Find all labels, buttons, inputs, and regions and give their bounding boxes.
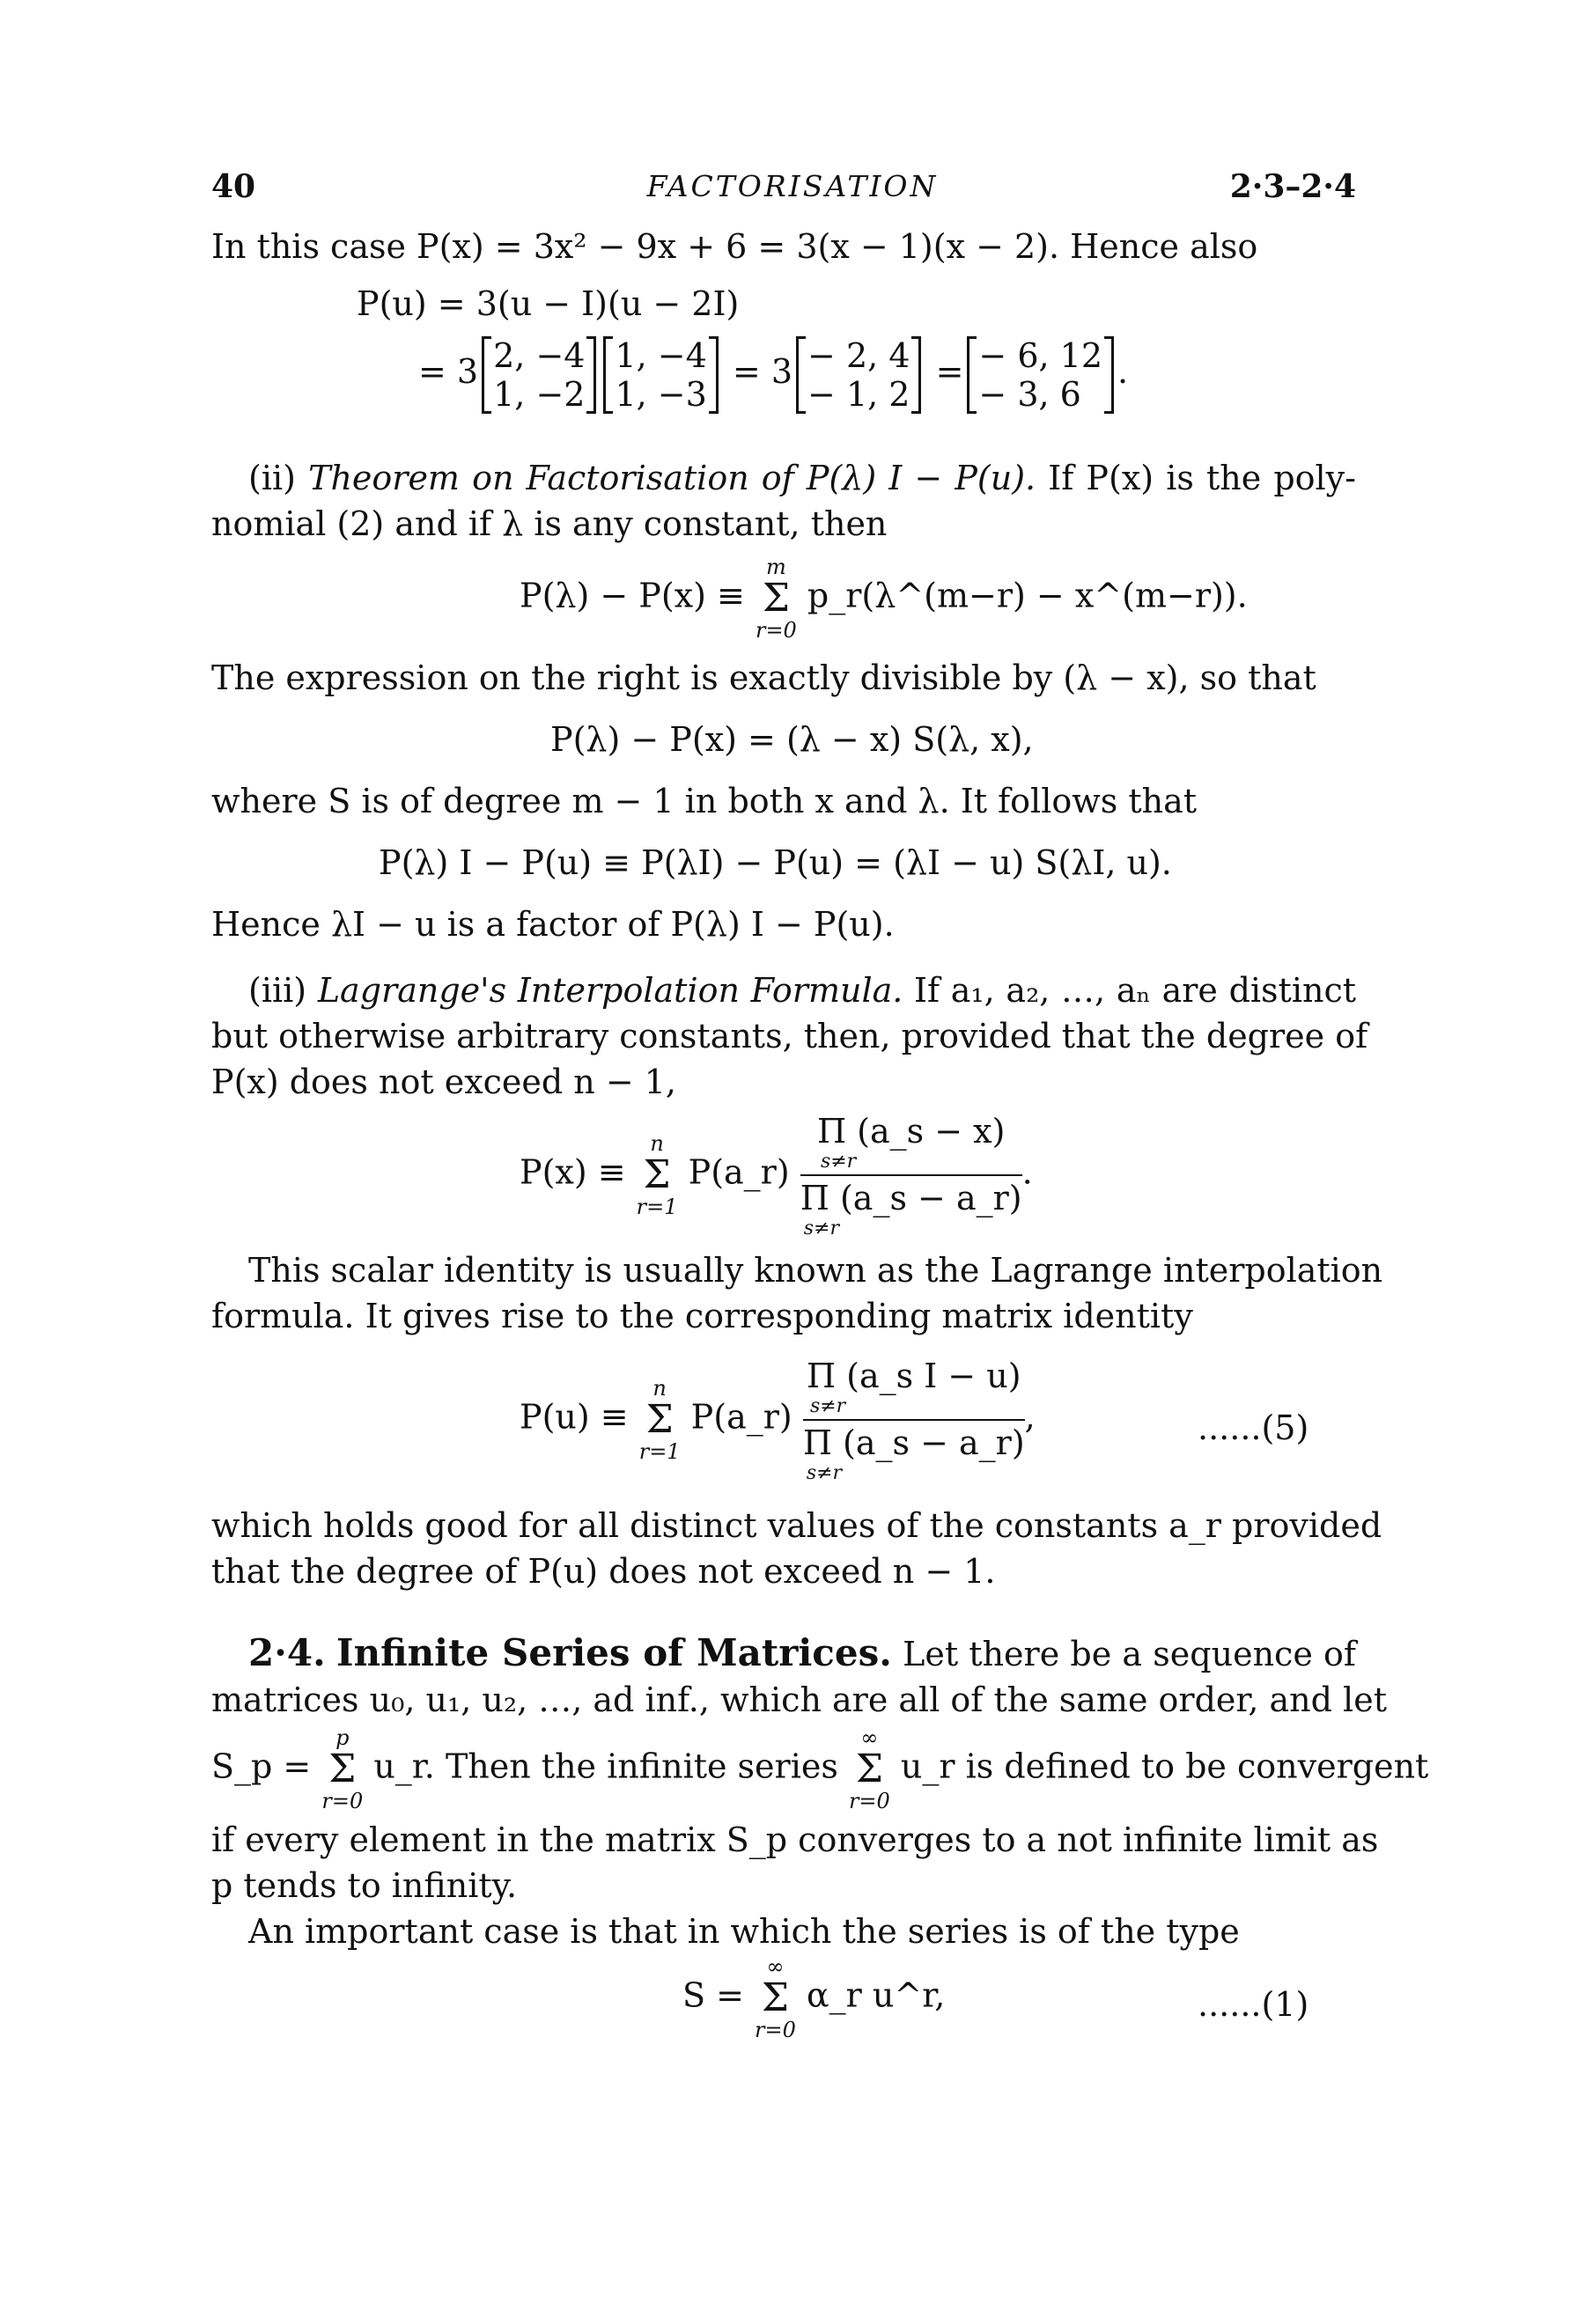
lagrange-left: P(x) ≡ <box>520 1152 626 1192</box>
sigma-icon: Σ <box>855 1747 883 1791</box>
text-line-every-1: if every element in the matrix S_p converges to a not infinite limit as <box>211 1820 1379 1859</box>
matrix-lagrange-denominator-limit: s≠r <box>806 1462 843 1484</box>
text-line-matrices: matrices u₀, u₁, u₂, …, ad inf., which are all of the same order, and let <box>211 1680 1387 1719</box>
text-line-holds-2: that the degree of P(u) does not exceed n − 1. <box>211 1552 996 1591</box>
matrix-lagrange-end: , <box>1024 1397 1036 1437</box>
sigma-icon: Σ <box>645 1397 674 1442</box>
matrix-lagrange-numerator-text: Π (a_s I − u) <box>806 1357 1021 1395</box>
summation-4 <box>321 1725 363 1813</box>
matrix-eq-prefix: = 3 <box>418 352 479 391</box>
matrix-2-row-2: 1, −3 <box>615 374 707 414</box>
text-line-lagrange-iii <box>248 968 1356 1012</box>
sp-mid: u_r. Then the infinite series <box>373 1747 838 1786</box>
lagrange-numerator-text: Π (a_s − x) <box>816 1112 1006 1151</box>
text-line-intro: In this case P(x) = 3x² − 9x + 6 = 3(x − 1)(x − 2). Hence also <box>211 227 1258 266</box>
equation-number-1: ......(1) <box>1198 1985 1309 2024</box>
matrix-1-row-1: 2, −4 <box>493 335 586 375</box>
summation-6 <box>755 1954 796 2042</box>
lagrange-denominator-text: Π (a_s − a_r) <box>800 1179 1022 1217</box>
matrix-4-row-2: − 3, 6 <box>978 374 1081 414</box>
section-range: 2·3–2·4 <box>1229 168 1356 205</box>
summation-5 <box>849 1725 890 1813</box>
running-title: FACTORISATION <box>646 169 939 203</box>
lagrange-numerator-limit: s≠r <box>820 1151 857 1173</box>
text-line-scalar-1: This scalar identity is usually known as the Lagrange interpolation <box>248 1251 1383 1290</box>
section-title: Infinite Series of Matrices. <box>335 1631 892 1674</box>
section-heading-2-4 <box>248 1629 1356 1679</box>
equation-pu: P(u) = 3(u − I)(u − 2I) <box>357 284 740 323</box>
sigma-icon: Σ <box>761 1975 790 2020</box>
matrix-3-row-1: − 2, 4 <box>807 335 910 375</box>
sum-1-lower: r=0 <box>755 618 797 643</box>
matrix-1 <box>482 336 596 414</box>
sum-3-upper: n <box>652 1376 667 1401</box>
sp-left: S_p = <box>211 1747 312 1786</box>
item-label-iii: (iii) <box>248 971 307 1010</box>
lagrange-end: . <box>1021 1152 1033 1192</box>
text-line-where: where S is of degree m − 1 in both x and λ. It follows that <box>211 782 1198 820</box>
sum-5-lower: r=0 <box>848 1789 890 1813</box>
matrix-2 <box>603 336 718 414</box>
matrix-1-row-2: 1, −2 <box>493 374 586 414</box>
text-line-lagrange-3: P(x) does not exceed n − 1, <box>211 1063 677 1101</box>
equation-difference <box>520 555 1248 643</box>
series-right: α_r u^r, <box>807 1975 946 2015</box>
summation-1 <box>756 555 797 643</box>
eq-diff-left: P(λ) − P(x) ≡ <box>520 576 745 615</box>
text-line-theorem-ii <box>248 456 1356 500</box>
fraction-bar <box>803 1419 1025 1421</box>
matrix-eq-mid: = 3 <box>732 352 793 391</box>
matrix-lagrange-denominator <box>803 1423 1025 1484</box>
equation-lagrange-matrix <box>520 1356 1036 1484</box>
eq-diff-right: p_r(λ^(m−r) − x^(m−r)). <box>807 576 1248 615</box>
text-line-holds-1: which holds good for all distinct values of the constants a_r provided <box>211 1506 1382 1545</box>
text-line-sp <box>211 1725 1429 1813</box>
fraction-bar <box>800 1174 1022 1176</box>
matrix-4-row-1: − 6, 12 <box>978 335 1103 375</box>
theorem-ii-title: Theorem on Factorisation of P(λ) I − P(u). <box>308 459 1036 497</box>
sum-2-upper: n <box>650 1131 664 1156</box>
matrix-lagrange-fraction <box>803 1356 1025 1484</box>
sum-1-upper: m <box>766 555 786 579</box>
equation-follows: P(λ) I − P(u) ≡ P(λI) − P(u) = (λI − u) S(λI, u). <box>379 843 1172 882</box>
item-label-ii: (ii) <box>248 459 296 497</box>
lagrange-denominator-limit: s≠r <box>803 1217 840 1239</box>
text-line-hence: Hence λI − u is a factor of P(λ) I − P(u). <box>211 905 895 944</box>
text-line-expression: The expression on the right is exactly divisible by (λ − x), so that <box>211 658 1316 697</box>
sum-6-lower: r=0 <box>755 2018 796 2042</box>
lagrange-numerator <box>817 1111 1005 1173</box>
equation-series <box>682 1954 945 2042</box>
lagrange-mid: P(a_r) <box>688 1152 790 1192</box>
sigma-icon: Σ <box>328 1747 357 1791</box>
text-line-every-2: p tends to infinity. <box>211 1866 518 1905</box>
equation-lagrange-scalar <box>520 1111 1033 1239</box>
summation-2 <box>637 1131 678 1219</box>
text-line-lagrange-2: but otherwise arbitrary constants, then, provided that the degree of <box>211 1017 1368 1055</box>
matrix-3 <box>796 336 921 414</box>
matrix-lagrange-numerator-limit: s≠r <box>809 1395 846 1417</box>
lagrange-title: Lagrange's Interpolation Formula. <box>317 971 903 1010</box>
text-line-scalar-2: formula. It gives rise to the corresponding matrix identity <box>211 1297 1193 1335</box>
matrix-lagrange-denominator-text: Π (a_s − a_r) <box>802 1423 1025 1462</box>
sp-right: u_r is defined to be convergent <box>900 1747 1429 1786</box>
matrix-3-row-2: − 1, 2 <box>807 374 910 414</box>
equation-number-5: ......(5) <box>1198 1408 1309 1447</box>
summation-3 <box>639 1376 681 1464</box>
sigma-icon: Σ <box>762 576 790 621</box>
section-number: 2·4. <box>248 1631 326 1674</box>
page-number: 40 <box>211 168 256 205</box>
sum-3-lower: r=1 <box>638 1439 681 1464</box>
equation-s: P(λ) − P(x) = (λ − x) S(λ, x), <box>550 720 1034 759</box>
matrix-2-row-1: 1, −4 <box>615 335 707 375</box>
theorem-ii-rest: If P(x) is the poly- <box>1036 459 1356 497</box>
sum-6-upper: ∞ <box>766 1954 785 1979</box>
text-line-important: An important case is that in which the series is of the type <box>248 1912 1240 1951</box>
matrix-lagrange-mid: P(a_r) <box>690 1397 792 1437</box>
lagrange-fraction <box>800 1111 1022 1239</box>
matrix-period: . <box>1117 352 1129 391</box>
lagrange-denominator <box>800 1178 1022 1239</box>
series-left: S = <box>682 1975 744 2015</box>
matrix-eq-end: = <box>935 352 964 391</box>
matrix-4 <box>967 336 1114 414</box>
sum-4-lower: r=0 <box>321 1789 364 1813</box>
text-line-theorem-ii-2: nomial (2) and if λ is any constant, then <box>211 504 888 543</box>
section-heading-rest: Let there be a sequence of <box>891 1635 1356 1673</box>
sum-4-upper: p <box>335 1725 350 1750</box>
matrix-lagrange-numerator <box>807 1356 1021 1417</box>
sum-2-lower: r=1 <box>636 1195 678 1219</box>
lagrange-rest: If a₁, a₂, …, aₙ are distinct <box>903 971 1356 1010</box>
sum-5-upper: ∞ <box>860 1725 879 1750</box>
sigma-icon: Σ <box>643 1152 671 1197</box>
matrix-lagrange-left: P(u) ≡ <box>520 1397 629 1437</box>
equation-matrix-product <box>418 330 1128 414</box>
